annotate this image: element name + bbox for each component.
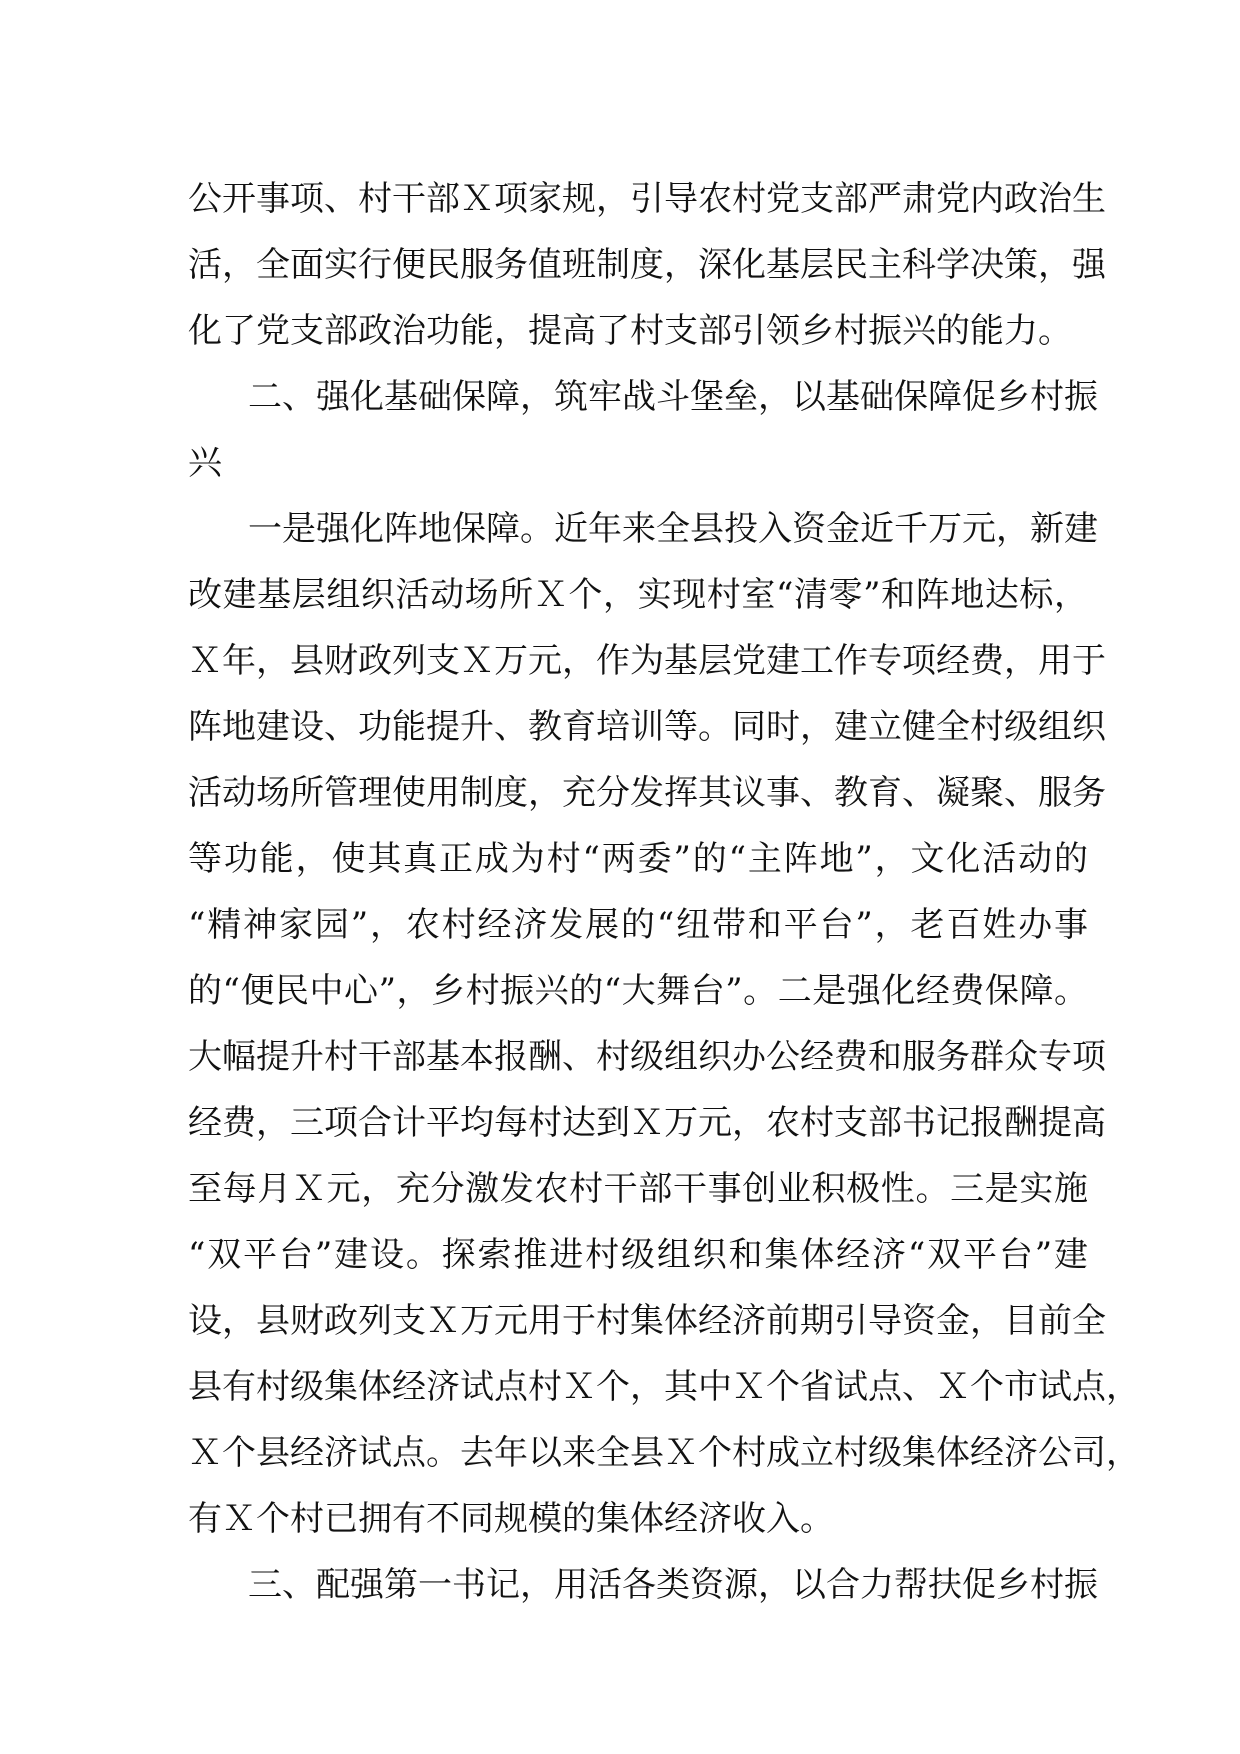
paragraph-body — [188, 496, 1140, 1552]
text-line: 县有村级集体经济试点村Ｘ个，其中Ｘ个省试点、Ｘ个市试点， — [188, 1367, 1140, 1407]
section-heading-two — [188, 364, 1098, 496]
text-line: 改建基层组织活动场所Ｘ个，实现村室“清零”和阵地达标， — [188, 575, 1088, 615]
text-line: Ｘ年，县财政列支Ｘ万元，作为基层党建工作专项经费，用于 — [188, 641, 1106, 681]
text-line: 设，县财政列支Ｘ万元用于村集体经济前期引导资金，目前全 — [188, 1301, 1106, 1341]
text-line: 活，全面实行便民服务值班制度，深化基层民主科学决策，强 — [188, 245, 1106, 285]
text-line: 化了党支部政治功能，提高了村支部引领乡村振兴的能力。 — [188, 311, 1072, 351]
text-line: “双平台”建设。探索推进村级组织和集体经济“双平台”建 — [188, 1235, 1088, 1275]
text-line: 大幅提升村干部基本报酬、村级组织办公经费和服务群众专项 — [188, 1037, 1106, 1077]
text-line: 一是强化阵地保障。近年来全县投入资金近千万元，新建 — [248, 509, 1098, 549]
text-line: 经费，三项合计平均每村达到Ｘ万元，农村支部书记报酬提高 — [188, 1103, 1106, 1143]
text-line: 至每月Ｘ元，充分激发农村干部干事创业积极性。三是实施 — [188, 1169, 1088, 1209]
document-page — [188, 166, 1140, 1618]
text-line: 三、配强第一书记，用活各类资源，以合力帮扶促乡村振 — [248, 1565, 1098, 1605]
section-heading-three — [188, 1552, 1098, 1618]
text-line: 有Ｘ个村已拥有不同规模的集体经济收入。 — [188, 1499, 834, 1539]
text-line: Ｘ个县经济试点。去年以来全县Ｘ个村成立村级集体经济公司， — [188, 1433, 1140, 1473]
text-line: 公开事项、村干部Ｘ项家规，引导农村党支部严肃党内政治生 — [188, 179, 1106, 219]
text-line: 的“便民中心”，乡村振兴的“大舞台”。二是强化经费保障。 — [188, 971, 1088, 1011]
text-line: 兴 — [188, 443, 222, 483]
text-line: 活动场所管理使用制度，充分发挥其议事、教育、凝聚、服务 — [188, 773, 1106, 813]
paragraph-continuation — [188, 166, 1106, 364]
text-line: 二、强化基础保障，筑牢战斗堡垒，以基础保障促乡村振 — [248, 377, 1098, 417]
text-line: 等功能，使其真正成为村“两委”的“主阵地”，文化活动的 — [188, 839, 1088, 879]
text-line: 阵地建设、功能提升、教育培训等。同时，建立健全村级组织 — [188, 707, 1106, 747]
text-line: “精神家园”，农村经济发展的“纽带和平台”，老百姓办事 — [188, 905, 1088, 945]
